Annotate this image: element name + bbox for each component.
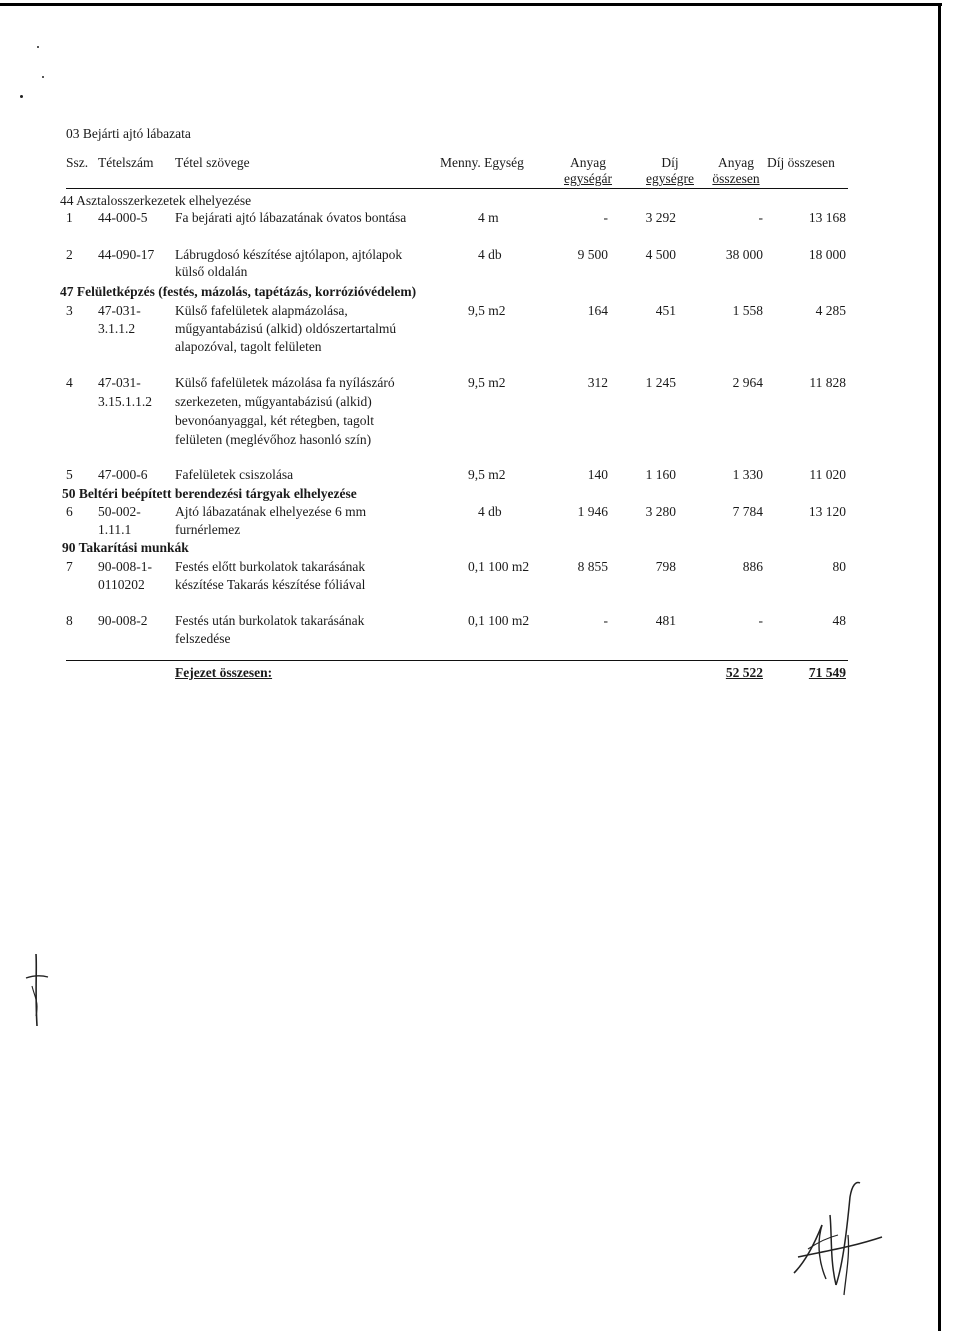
row-dij-osszesen: 13 120	[808, 504, 846, 519]
row-ssz: 8	[66, 613, 73, 628]
row-dij-egysegre: 798	[655, 559, 676, 574]
row-description: bevonóanyaggal, két rétegben, tagolt	[175, 413, 375, 428]
row-anyag-egysegar: 140	[587, 467, 608, 482]
header-dij-osszesen: Díj összesen	[767, 155, 835, 170]
row-description: Fafelületek csiszolása	[175, 467, 294, 482]
row-code: 3.15.1.1.2	[98, 394, 152, 409]
total-label: Fejezet összesen:	[175, 665, 273, 680]
row-code: 90-008-1-	[98, 559, 152, 574]
row-anyag-osszesen: 2 964	[732, 375, 763, 390]
row-dij-osszesen: 4 285	[815, 303, 846, 318]
row-ssz: 7	[66, 559, 73, 574]
row-code: 47-031-	[98, 375, 141, 390]
row-dij-osszesen: 11 828	[809, 375, 846, 390]
row-quantity: 9,5 m2	[468, 375, 506, 390]
row-quantity: 4 db	[478, 504, 502, 519]
row-code: 44-000-5	[98, 210, 148, 225]
total-rule	[66, 660, 848, 661]
section-heading: 50 Beltéri beépített berendezési tárgyak elhelyezése	[62, 486, 357, 501]
row-ssz: 2	[66, 247, 73, 262]
row-anyag-osszesen: 1 330	[732, 467, 763, 482]
row-code: 0110202	[98, 577, 145, 592]
header-anyag-egysegar-2: egységár	[564, 171, 612, 186]
row-description: Ajtó lábazatának elhelyezése 6 mm	[175, 504, 367, 519]
row-quantity: 4 db	[478, 247, 502, 262]
row-description: furnérlemez	[175, 522, 241, 537]
header-ssz: Ssz.	[66, 155, 89, 170]
row-description: szerkezeten, műgyantabázisú (alkid)	[175, 394, 372, 409]
row-code: 90-008-2	[98, 613, 148, 628]
section-heading: 47 Felületképzés (festés, mázolás, tapétázás, korrózióvédelem)	[60, 284, 417, 299]
section-heading: 90 Takarítási munkák	[62, 540, 189, 555]
header-dij-egysegre-2: egységre	[646, 171, 694, 186]
row-dij-osszesen: 11 020	[809, 467, 846, 482]
row-dij-osszesen: 48	[832, 613, 846, 628]
row-anyag-egysegar: -	[603, 210, 608, 225]
row-description: készítése Takarás készítése fóliával	[175, 577, 366, 592]
header-tetelszam: Tételszám	[98, 155, 154, 170]
row-dij-egysegre: 4 500	[645, 247, 676, 262]
row-quantity: 9,5 m2	[468, 303, 506, 318]
row-description: felületen (meglévőhoz hasonló szín)	[175, 432, 372, 447]
total-anyag-osszesen: 52 522	[725, 665, 763, 680]
row-anyag-osszesen: 1 558	[732, 303, 763, 318]
header-anyag-osszesen-2: összesen	[712, 171, 760, 186]
row-anyag-egysegar: -	[603, 613, 608, 628]
header-tetel-szovege: Tétel szövege	[175, 155, 250, 170]
section-heading: 44 Asztalosszerkezetek elhelyezése	[60, 193, 252, 208]
row-ssz: 4	[66, 375, 73, 390]
page-border-top	[0, 3, 942, 6]
row-description: Külső fafelületek alapmázolása,	[175, 303, 348, 318]
row-anyag-osszesen: 886	[742, 559, 763, 574]
row-anyag-egysegar: 8 855	[577, 559, 608, 574]
row-dij-egysegre: 481	[655, 613, 676, 628]
row-anyag-osszesen: -	[758, 613, 763, 628]
signature	[786, 1175, 886, 1300]
row-dij-osszesen: 80	[832, 559, 846, 574]
total-dij-osszesen: 71 549	[808, 665, 846, 680]
row-description: Külső fafelületek mázolása fa nyílászáró	[175, 375, 395, 390]
row-code: 1.11.1	[98, 522, 132, 537]
row-anyag-egysegar: 312	[587, 375, 608, 390]
row-dij-egysegre: 1 245	[645, 375, 676, 390]
scan-speck	[37, 46, 39, 48]
header-rule	[66, 188, 848, 189]
row-anyag-egysegar: 1 946	[577, 504, 608, 519]
document-title: 03 Bejárti ajtó lábazata	[66, 126, 191, 141]
initials-mark	[22, 950, 52, 1030]
row-anyag-osszesen: 38 000	[725, 247, 763, 262]
row-code: 44-090-17	[98, 247, 155, 262]
row-description: műgyantabázisú (alkid) oldószertartalmú	[175, 321, 397, 336]
row-ssz: 5	[66, 467, 73, 482]
row-code: 50-002-	[98, 504, 141, 519]
row-ssz: 6	[66, 504, 73, 519]
header-anyag-egysegar-1: Anyag	[570, 155, 606, 170]
header-menny-egyseg: Menny. Egység	[440, 155, 524, 170]
row-description: Lábrugdosó készítése ajtólapon, ajtólapok	[175, 247, 403, 262]
row-quantity: 0,1 100 m2	[468, 613, 530, 628]
row-code: 47-000-6	[98, 467, 148, 482]
row-quantity: 0,1 100 m2	[468, 559, 530, 574]
row-ssz: 3	[66, 303, 73, 318]
row-anyag-egysegar: 164	[587, 303, 608, 318]
row-code: 3.1.1.2	[98, 321, 136, 336]
row-dij-osszesen: 13 168	[808, 210, 846, 225]
row-dij-osszesen: 18 000	[808, 247, 846, 262]
row-ssz: 1	[66, 210, 73, 225]
row-dij-egysegre: 451	[655, 303, 676, 318]
row-dij-egysegre: 3 292	[645, 210, 676, 225]
scan-speck	[20, 95, 23, 98]
row-quantity: 9,5 m2	[468, 467, 506, 482]
row-description: külső oldalán	[175, 264, 248, 279]
row-dij-egysegre: 3 280	[645, 504, 676, 519]
row-description: felszedése	[175, 631, 231, 646]
row-description: alapozóval, tagolt felületen	[175, 339, 322, 354]
row-anyag-egysegar: 9 500	[577, 247, 608, 262]
row-quantity: 4 m	[478, 210, 499, 225]
scan-speck	[42, 76, 44, 78]
page-border-right	[938, 3, 941, 1331]
row-description: Fa bejárati ajtó lábazatának óvatos bontása	[175, 210, 407, 225]
row-description: Festés után burkolatok takarásának	[175, 613, 365, 628]
header-dij-egysegre-1: Díj	[661, 155, 679, 170]
header-anyag-osszesen-1: Anyag	[718, 155, 754, 170]
row-anyag-osszesen: 7 784	[732, 504, 763, 519]
row-dij-egysegre: 1 160	[645, 467, 676, 482]
row-code: 47-031-	[98, 303, 141, 318]
row-description: Festés előtt burkolatok takarásának	[175, 559, 366, 574]
row-anyag-osszesen: -	[758, 210, 763, 225]
